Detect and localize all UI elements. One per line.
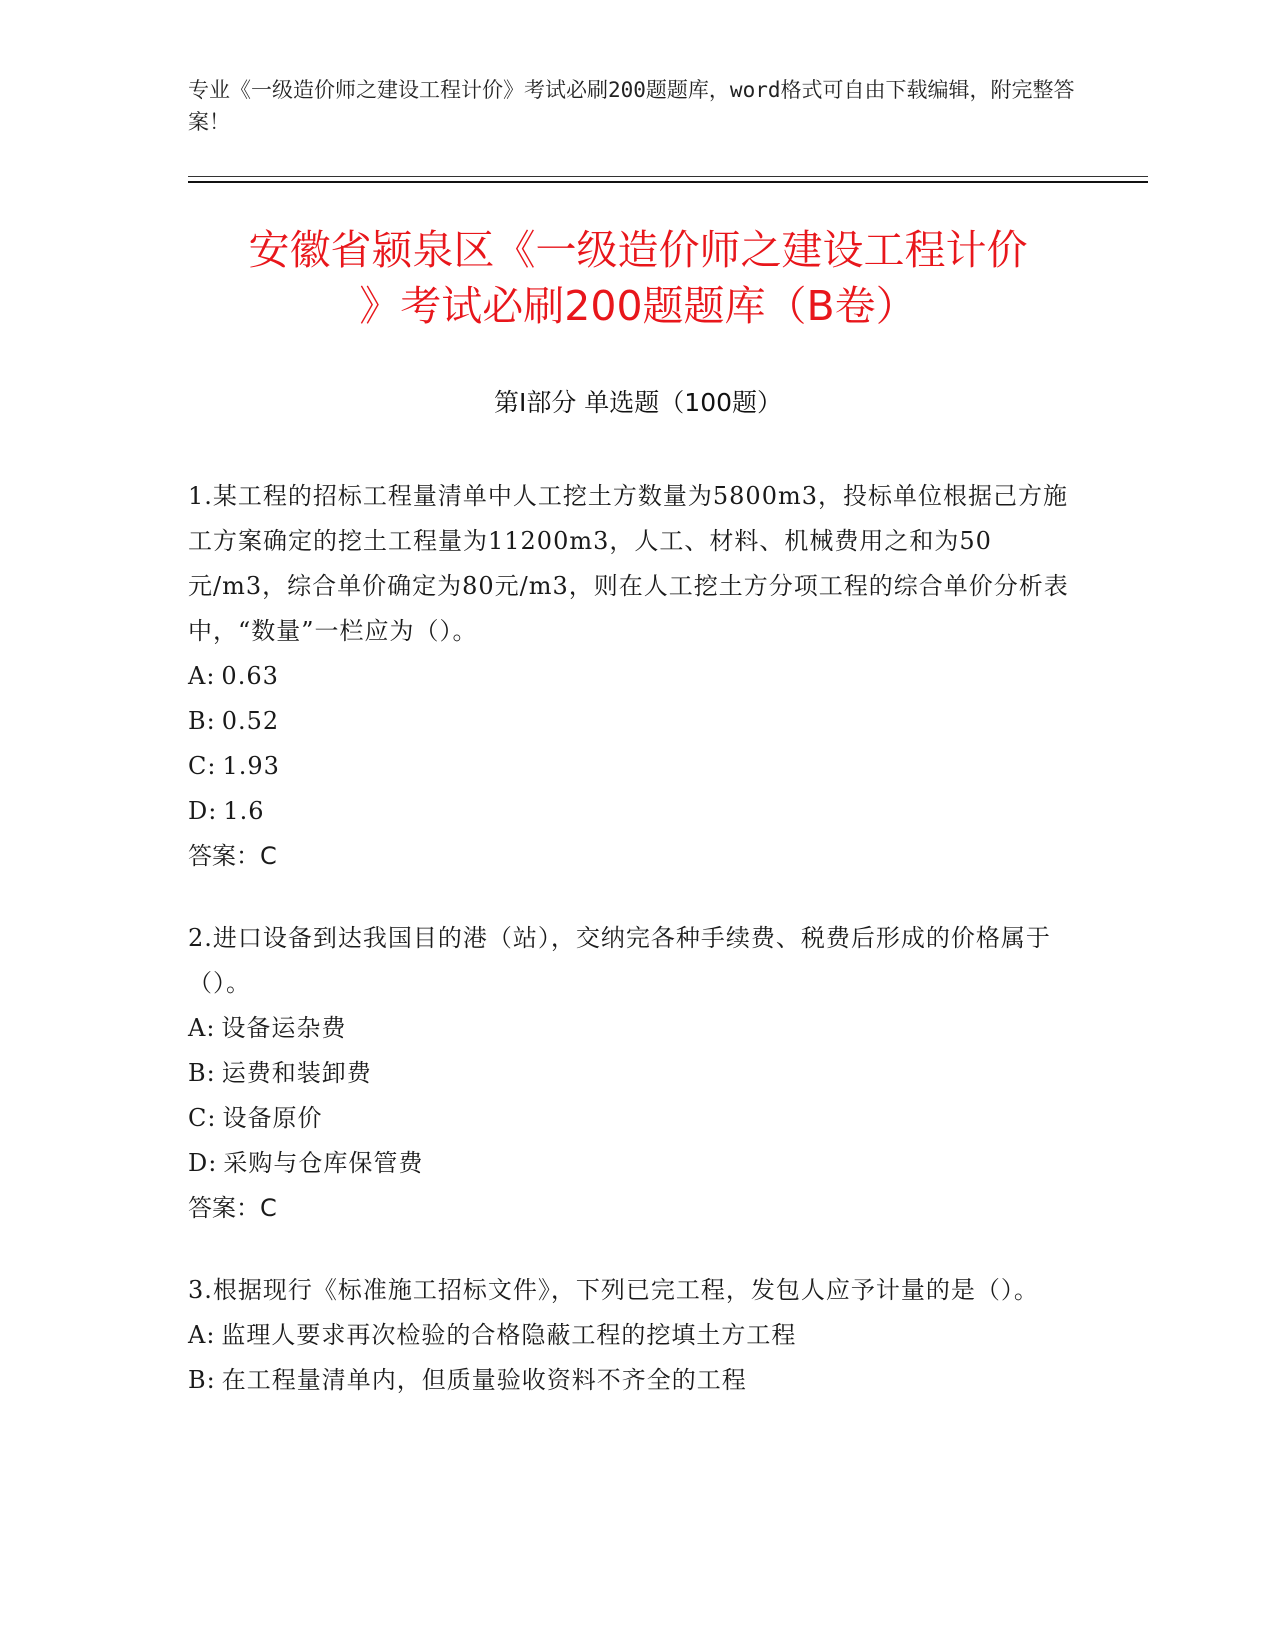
option-b — [188, 1358, 1088, 1403]
option-text: 0.52 — [221, 707, 280, 735]
option-text: 0.63 — [221, 662, 279, 690]
header-rule-thin — [188, 176, 1148, 177]
option-letter: B: — [188, 1059, 216, 1087]
option-d — [188, 1141, 1088, 1186]
option-text: 1.6 — [223, 797, 265, 825]
option-letter: C: — [188, 1104, 217, 1132]
option-text: 采购与仓库保管费 — [223, 1149, 424, 1177]
option-text: 设备原价 — [222, 1104, 323, 1132]
option-text: 监理人要求再次检验的合格隐蔽工程的挖填土方工程 — [221, 1321, 797, 1349]
option-text: 1.93 — [222, 752, 280, 780]
question-stem: 1.某工程的招标工程量清单中人工挖土方数量为5800m3，投标单位根据己方施工方案确定的挖土工程量为11200m3，人工、材料、机械费用之和为50元/m3，综合单价确定为80元/m3，则在人工挖土方分项工程的综合单价分析表中，“数量”一栏应为（）。 — [188, 482, 1069, 645]
option-b — [188, 699, 1088, 744]
option-letter: A: — [188, 1014, 216, 1042]
option-letter: C: — [188, 752, 217, 780]
answer: 答案：C — [188, 1194, 277, 1222]
question-stem: 2.进口设备到达我国目的港（站），交纳完各种手续费、税费后形成的价格属于（）。 — [188, 924, 1051, 997]
option-text: 运费和装卸费 — [221, 1059, 372, 1087]
option-a — [188, 654, 1088, 699]
question-3 — [188, 1268, 1088, 1403]
option-text: 设备运杂费 — [221, 1014, 347, 1042]
option-c — [188, 1096, 1088, 1141]
option-text: 在工程量清单内，但质量验收资料不齐全的工程 — [221, 1366, 747, 1394]
option-letter: D: — [188, 1149, 218, 1177]
document-title — [188, 222, 1088, 334]
header-rule-thick — [188, 181, 1148, 183]
header-note: 专业《一级造价师之建设工程计价》考试必刷200题题库，word格式可自由下载编辑，附完整答案！ — [188, 78, 1075, 134]
option-a — [188, 1006, 1088, 1051]
option-letter: B: — [188, 707, 216, 735]
document-title-line2: 》考试必刷200题题库（B卷） — [359, 282, 917, 330]
question-list — [188, 474, 1088, 1440]
answer: 答案：C — [188, 842, 277, 870]
option-b — [188, 1051, 1088, 1096]
option-c — [188, 744, 1088, 789]
document-title-line1: 安徽省颍泉区《一级造价师之建设工程计价 — [248, 226, 1028, 274]
section-title: 第Ⅰ部分 单选题（100题） — [493, 388, 783, 417]
option-d — [188, 789, 1088, 834]
option-a — [188, 1313, 1088, 1358]
option-letter: B: — [188, 1366, 216, 1394]
question-stem: 3.根据现行《标准施工招标文件》，下列已完工程，发包人应予计量的是（）。 — [188, 1276, 1039, 1304]
question-2 — [188, 916, 1088, 1231]
option-letter: A: — [188, 662, 216, 690]
option-letter: A: — [188, 1321, 216, 1349]
question-1 — [188, 474, 1088, 879]
option-letter: D: — [188, 797, 218, 825]
